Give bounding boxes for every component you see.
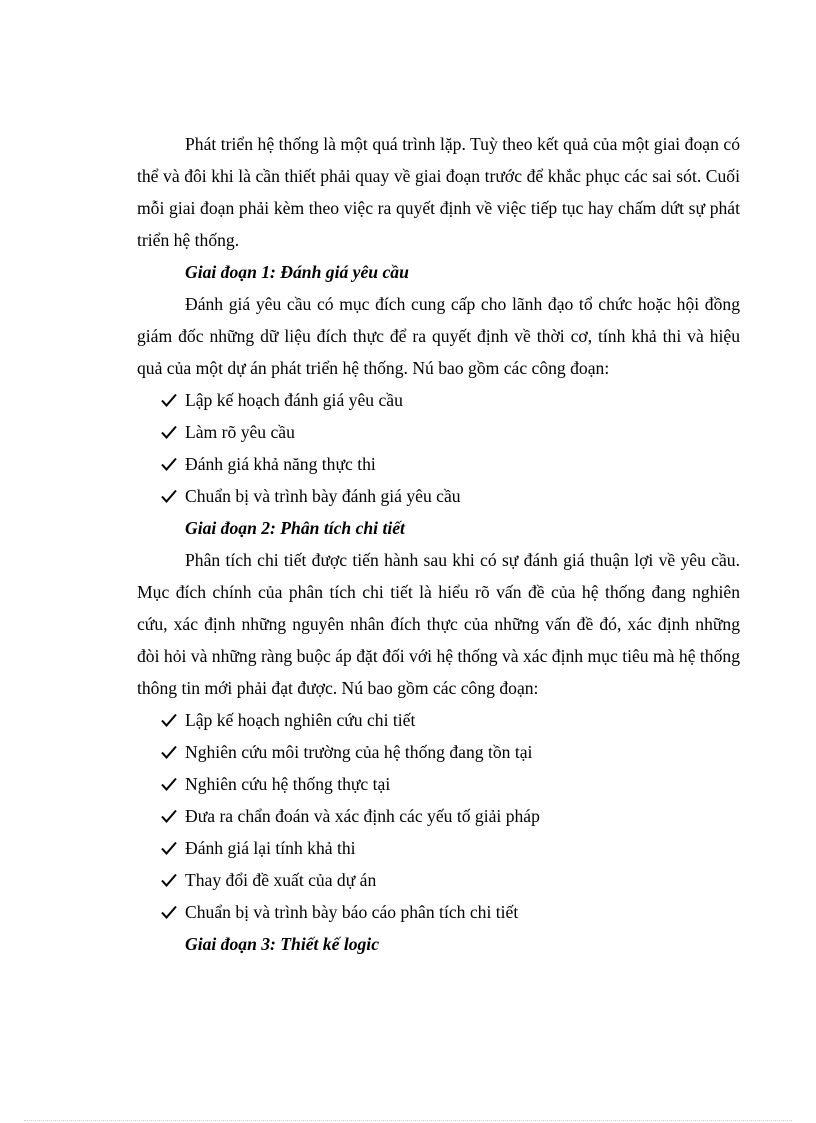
checkmark-icon [161,832,181,864]
list-item [137,480,740,512]
checkmark-icon [161,448,181,480]
list-item [137,864,740,896]
checkmark-icon [161,704,181,736]
stage2-heading: Giai đoạn 2: Phân tích chi tiết [185,518,405,538]
list-item-label: Chuẩn bị và trình bày báo cáo phân tích chi tiết [185,902,519,922]
list-item [137,448,740,480]
stage1-heading: Giai đoạn 1: Đánh giá yêu cầu [185,262,409,282]
checkmark-icon [161,896,181,928]
stage1-checklist [137,384,740,512]
stage1-paragraph: Đánh giá yêu cầu có mục đích cung cấp cho lãnh đạo tổ chức hoặc hội đồng giám đốc những dữ liệu đích thực để ra quyết định về thời cơ, tính khả thi và hiệu quả của một dự án phát triển hệ thống. Nú bao gồm các công đoạn: [137,294,740,378]
stage2-paragraph: Phân tích chi tiết được tiến hành sau khi có sự đánh giá thuận lợi về yêu cầu. Mục đích chính của phân tích chi tiết là hiểu rõ vấn đề của hệ thống đang nghiên cứu, xác định những nguyên nhân đích thực của những vấn đề đó, xác định những đòi hỏi và những ràng buộc áp đặt đối với hệ thống và xác định mục tiêu mà hệ thống thông tin mới phải đạt được. Nú bao gồm các công đoạn: [137,550,740,698]
checkmark-icon [161,800,181,832]
checkmark-icon [161,480,181,512]
list-item-label: Nghiên cứu hệ thống thực tại [185,774,391,794]
checkmark-icon [161,768,181,800]
list-item-label: Chuẩn bị và trình bày đánh giá yêu cầu [185,486,461,506]
list-item [137,896,740,928]
list-item [137,832,740,864]
document-page [137,128,740,960]
intro-paragraph: Phát triển hệ thống là một quá trình lặp. Tuỳ theo kết quả của một giai đoạn có thể và đôi khi là cần thiết phải quay về giai đoạn trước để khắc phục các sai sót. Cuối mỗi giai đoạn phải kèm theo việc ra quyết định về việc tiếp tục hay chấm dứt sự phát triển hệ thống. [137,134,740,250]
stage2-checklist [137,704,740,928]
list-item [137,736,740,768]
list-item-label: Lập kế hoạch đánh giá yêu cầu [185,390,403,410]
checkmark-icon [161,384,181,416]
list-item-label: Nghiên cứu môi trường của hệ thống đang tồn tại [185,742,533,762]
list-item-label: Thay đổi đề xuất của dự án [185,870,377,890]
page-bottom-divider [24,1120,792,1121]
list-item [137,800,740,832]
list-item-label: Đưa ra chẩn đoán và xác định các yếu tố giải pháp [185,806,540,826]
list-item-label: Lập kế hoạch nghiên cứu chi tiết [185,710,416,730]
list-item [137,384,740,416]
checkmark-icon [161,416,181,448]
list-item-label: Đánh giá lại tính khả thi [185,838,356,858]
list-item-label: Làm rõ yêu cầu [185,422,295,442]
list-item [137,704,740,736]
stage3-heading: Giai đoạn 3: Thiết kế logic [185,934,380,954]
checkmark-icon [161,864,181,896]
checkmark-icon [161,736,181,768]
list-item [137,416,740,448]
list-item [137,768,740,800]
list-item-label: Đánh giá khả năng thực thi [185,454,376,474]
